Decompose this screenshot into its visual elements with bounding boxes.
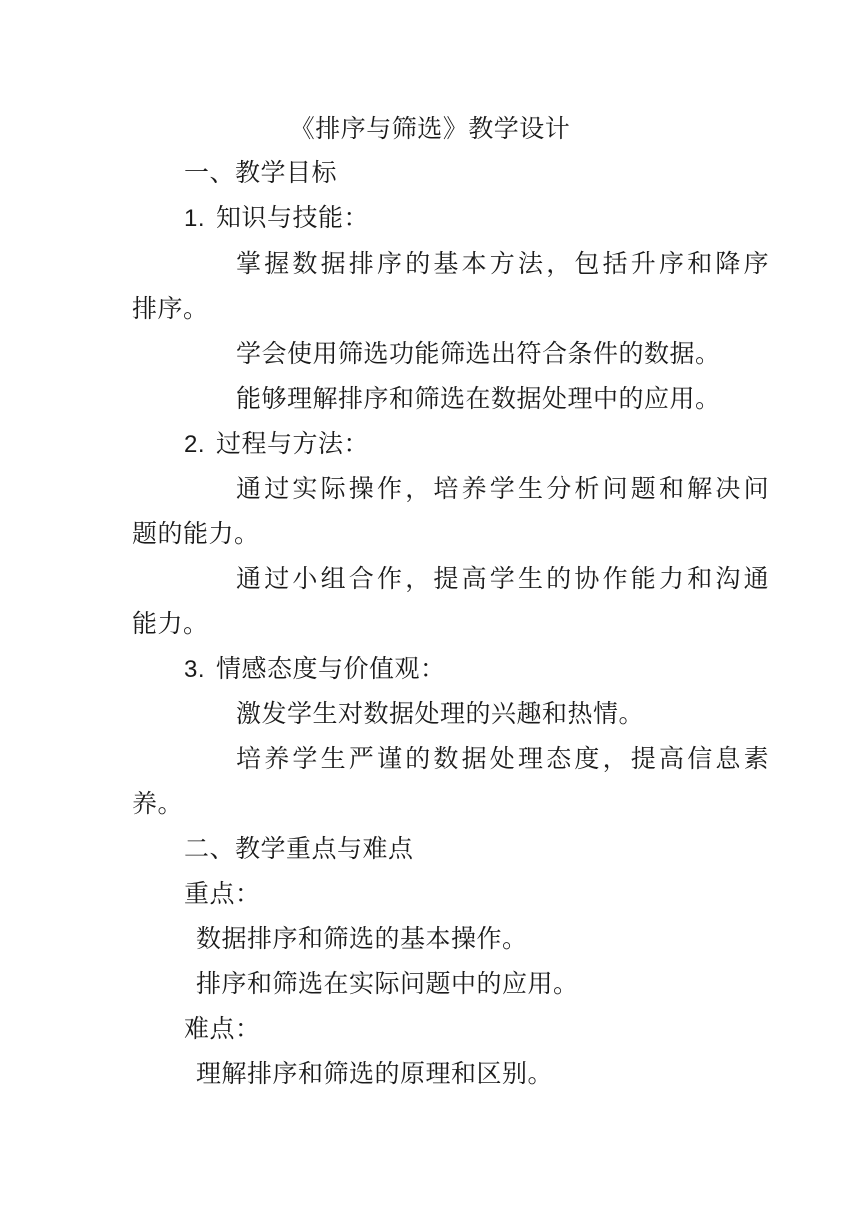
- paragraph-line: 能够理解排序和筛选在数据处理中的应用。: [236, 384, 721, 413]
- key-point: 数据排序和筛选的基本操作。: [196, 924, 528, 953]
- section-heading-objectives: 一、教学目标: [184, 158, 338, 187]
- item-number: 3.: [184, 656, 206, 683]
- paragraph-line: 通过实际操作，培养学生分析问题和解决问: [236, 474, 772, 503]
- item-number: 1.: [184, 205, 206, 232]
- item-label: 知识与技能：: [216, 203, 370, 232]
- paragraph-line: 能力。: [132, 609, 209, 638]
- item-process-methods: [184, 429, 369, 460]
- difficulty-point: 理解排序和筛选的原理和区别。: [196, 1059, 554, 1088]
- paragraph-line: 激发学生对数据处理的兴趣和热情。: [236, 699, 645, 728]
- paragraph-line: 通过小组合作，提高学生的协作能力和沟通: [236, 564, 772, 593]
- key-point: 排序和筛选在实际问题中的应用。: [196, 969, 579, 998]
- paragraph-line: 学会使用筛选功能筛选出符合条件的数据。: [236, 339, 721, 368]
- paragraph-line: 培养学生严谨的数据处理态度，提高信息素: [236, 744, 772, 773]
- item-label: 过程与方法：: [216, 429, 370, 458]
- key-points-label: 重点：: [184, 879, 261, 908]
- difficulty-label: 难点：: [184, 1014, 261, 1043]
- item-knowledge-skills: [184, 203, 369, 234]
- paragraph-line: 掌握数据排序的基本方法，包括升序和降序: [236, 249, 772, 278]
- paragraph-line: 题的能力。: [132, 519, 260, 548]
- item-number: 2.: [184, 431, 206, 458]
- section-heading-key-difficult: 二、教学重点与难点: [184, 834, 414, 863]
- document-title: 《排序与筛选》教学设计: [289, 114, 571, 143]
- paragraph-line: 排序。: [132, 294, 209, 323]
- item-label: 情感态度与价值观：: [216, 654, 446, 683]
- paragraph-line: 养。: [132, 789, 184, 818]
- item-emotion-values: [184, 654, 446, 685]
